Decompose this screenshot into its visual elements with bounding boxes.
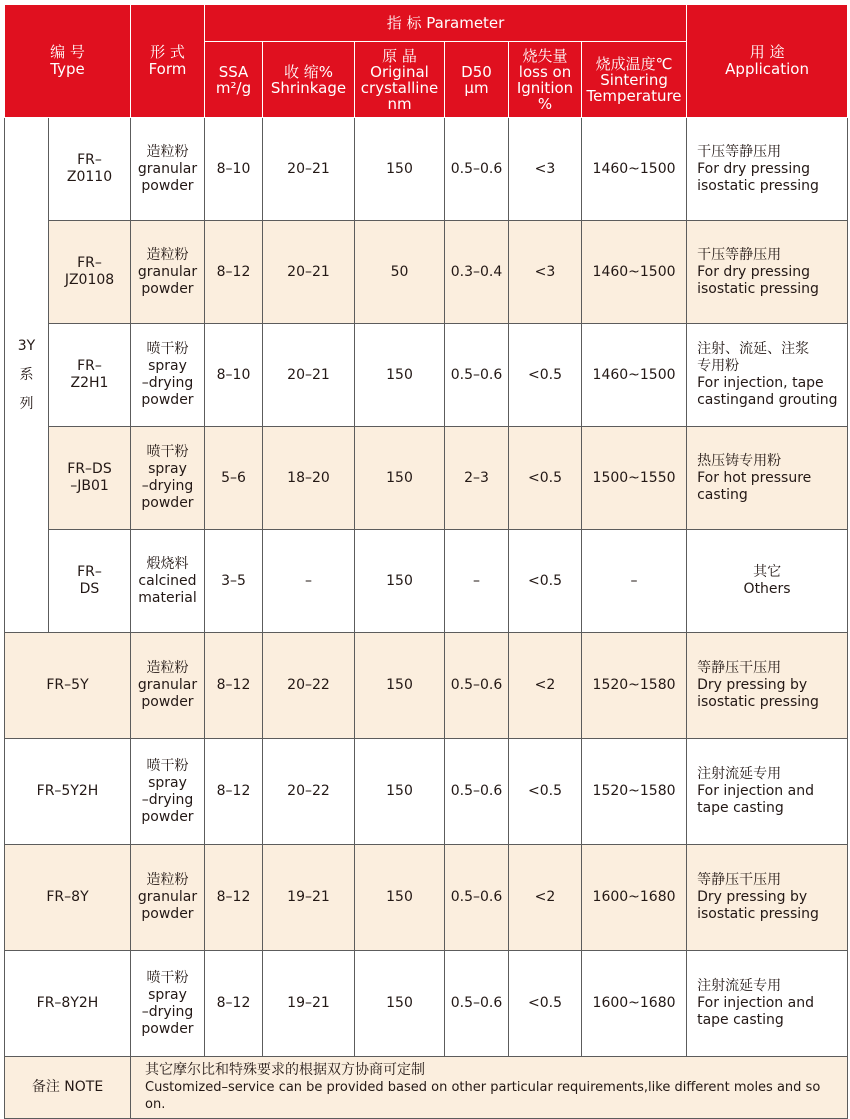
type-cell-line: FR– (77, 564, 102, 580)
application-cell-line: isostatic pressing (697, 280, 819, 297)
application-cell-line: 注射、流延、注浆 (697, 341, 810, 357)
application-cell-line: isostatic pressing (697, 694, 819, 710)
ssa-cell: 8–12 (205, 845, 263, 951)
shrinkage-cell: 19–21 (263, 845, 355, 951)
shrinkage-cell: – (263, 530, 355, 633)
crystalline-cell: 150 (355, 530, 445, 633)
application-cell-line: For injection and (697, 995, 814, 1011)
form-cell-line: 喷干粉 (146, 969, 189, 986)
form-cell-line: powder (141, 495, 194, 511)
sintering-cell: 1460~1500 (582, 221, 687, 324)
header-sintering (582, 42, 687, 118)
type-cell (5, 845, 131, 951)
series-3y-char: 列 (19, 395, 34, 412)
application-cell (687, 118, 848, 221)
application-cell (687, 845, 848, 951)
loss-cell: <0.5 (509, 951, 582, 1057)
header-shrinkage (263, 42, 355, 118)
application-cell-line: isostatic pressing (697, 906, 819, 922)
type-cell-line: JZ0108 (64, 272, 115, 288)
ssa-cell: 5–6 (205, 427, 263, 530)
crystalline-cell: 150 (355, 633, 445, 739)
type-cell-line: –JB01 (70, 478, 109, 494)
type-cell (5, 633, 131, 739)
application-cell-line: tape casting (697, 1012, 784, 1028)
type-cell-line: Z0110 (66, 169, 113, 185)
header-ssa-unit: m²/g (215, 78, 252, 97)
ssa-cell: 8–12 (205, 633, 263, 739)
table-row (5, 739, 848, 845)
sintering-cell: 1520~1580 (582, 633, 687, 739)
type-cell-line: FR–5Y (46, 677, 89, 693)
table-row (5, 633, 848, 739)
application-cell-line: 注射流延专用 (697, 978, 782, 994)
form-cell-line: –drying (141, 791, 194, 808)
application-cell-line: isostatic pressing (697, 177, 819, 194)
crystalline-cell: 150 (355, 739, 445, 845)
form-cell-line: spray (148, 461, 187, 477)
form-cell-line: calcined (138, 572, 197, 589)
header-type (5, 5, 131, 118)
application-cell-line: Dry pressing by (697, 889, 808, 905)
d50-cell: 0.5–0.6 (445, 633, 509, 739)
type-cell-line: FR–8Y (46, 889, 89, 905)
sintering-cell: 1520~1580 (582, 739, 687, 845)
application-cell-line: For hot pressure (697, 469, 812, 486)
header-loss-en1: loss on (518, 62, 572, 81)
table-row (5, 427, 848, 530)
shrinkage-cell: 20–21 (263, 118, 355, 221)
form-cell-line: 造粒粉 (146, 660, 189, 676)
header-app-cn: 用 途 (749, 43, 785, 61)
ssa-cell: 8–12 (205, 221, 263, 324)
header-loss-en2: Ignition (516, 78, 574, 97)
application-cell (687, 530, 848, 633)
form-cell-line: material (138, 589, 197, 606)
type-cell (5, 739, 131, 845)
series-3y-char: 3Y (17, 337, 36, 354)
application-cell (687, 324, 848, 427)
form-cell-line: powder (141, 1020, 194, 1037)
type-cell (49, 530, 131, 633)
form-cell-line: 喷干粉 (146, 757, 189, 774)
form-cell (131, 221, 205, 324)
application-cell-line: castingand grouting (697, 392, 838, 408)
header-ssa (205, 42, 263, 118)
d50-cell: 0.5–0.6 (445, 118, 509, 221)
note-en: Customized–service can be provided based on other particular requirements,like different moles and so on. (145, 1080, 821, 1112)
form-cell (131, 951, 205, 1057)
sintering-cell: – (582, 530, 687, 633)
header-sinter-en2: Temperature (586, 86, 682, 105)
note-cn: 其它摩尔比和特殊要求的根据双方协商可定制 (145, 1062, 425, 1078)
application-cell-line: For injection, tape (697, 375, 824, 391)
header-crystal-cn: 原 晶 (382, 46, 417, 65)
loss-cell: <3 (509, 118, 582, 221)
shrinkage-cell: 19–21 (263, 951, 355, 1057)
form-cell-line: powder (141, 808, 194, 825)
form-cell-line: 煅烧料 (146, 555, 189, 572)
sintering-cell: 1460~1500 (582, 118, 687, 221)
header-crystalline (355, 42, 445, 118)
type-cell-line: FR– (77, 152, 102, 168)
header-sinter-en1: Sintering (600, 70, 668, 89)
crystalline-cell: 150 (355, 427, 445, 530)
note-text (131, 1057, 848, 1119)
form-cell-line: powder (141, 280, 194, 297)
type-cell (49, 324, 131, 427)
type-cell (49, 118, 131, 221)
header-d50-unit: μm (464, 78, 489, 97)
loss-cell: <0.5 (509, 324, 582, 427)
header-crystal-en1: Original (370, 62, 429, 81)
crystalline-cell: 150 (355, 951, 445, 1057)
form-cell-line: powder (141, 177, 194, 194)
header-parameter: 指 标 Parameter (205, 5, 687, 42)
crystalline-cell: 150 (355, 118, 445, 221)
form-cell (131, 324, 205, 427)
shrinkage-cell: 20–21 (263, 221, 355, 324)
header-shrink-cn: 收 缩% (283, 62, 334, 81)
ssa-cell: 8–12 (205, 739, 263, 845)
header-loss-unit: % (537, 94, 553, 113)
form-cell-line: granular (137, 263, 198, 280)
application-cell-line: For injection and (697, 783, 814, 799)
loss-cell: <2 (509, 845, 582, 951)
table-row (5, 221, 848, 324)
loss-cell: <0.5 (509, 530, 582, 633)
crystalline-cell: 150 (355, 845, 445, 951)
ssa-cell: 8–12 (205, 951, 263, 1057)
form-cell (131, 633, 205, 739)
form-cell (131, 845, 205, 951)
form-cell-line: 造粒粉 (146, 246, 189, 263)
application-cell-line: 热压铸专用粉 (697, 452, 782, 469)
d50-cell: 0.5–0.6 (445, 951, 509, 1057)
type-cell (5, 951, 131, 1057)
table-row (5, 951, 848, 1057)
header-ssa-label: SSA (218, 62, 249, 81)
application-cell-line: Others (743, 581, 791, 597)
zirconia-spec-table (4, 4, 848, 1119)
header-type-en: Type (50, 60, 85, 78)
type-cell-line: DS (79, 581, 100, 597)
shrinkage-cell: 20–21 (263, 324, 355, 427)
form-cell-line: –drying (141, 375, 194, 391)
d50-cell: 0.3–0.4 (445, 221, 509, 324)
application-cell-line: For dry pressing (697, 263, 810, 280)
crystalline-cell: 150 (355, 324, 445, 427)
application-cell-line: 干压等静压用 (697, 246, 782, 263)
form-cell (131, 530, 205, 633)
note-row (5, 1057, 848, 1119)
header-sinter-cn: 烧成温度℃ (595, 54, 673, 73)
type-cell-line: FR– (77, 358, 102, 374)
form-cell-line: spray (148, 358, 187, 374)
ssa-cell: 8–10 (205, 118, 263, 221)
table-row (5, 530, 848, 633)
d50-cell: 2–3 (445, 427, 509, 530)
form-cell-line: 造粒粉 (146, 872, 189, 888)
sintering-cell: 1600~1680 (582, 845, 687, 951)
table-row (5, 118, 848, 221)
series-3y-char: 系 (19, 366, 34, 383)
d50-cell: 0.5–0.6 (445, 739, 509, 845)
application-cell-line: 等静压干压用 (697, 872, 782, 888)
type-cell-line: FR–DS (67, 461, 112, 477)
application-cell-line: Dry pressing by (697, 677, 808, 693)
loss-cell: <2 (509, 633, 582, 739)
note-label: 备注 NOTE (5, 1057, 131, 1119)
application-cell (687, 221, 848, 324)
application-cell (687, 951, 848, 1057)
form-cell-line: 喷干粉 (146, 341, 189, 357)
application-cell (687, 633, 848, 739)
type-cell-line: FR–5Y2H (36, 783, 99, 799)
loss-cell: <0.5 (509, 427, 582, 530)
form-cell-line: granular (137, 889, 198, 905)
application-cell-line: 等静压干压用 (697, 660, 782, 676)
table-row (5, 324, 848, 427)
form-cell-line: powder (141, 392, 194, 408)
form-cell-line: powder (141, 694, 194, 710)
crystalline-cell: 50 (355, 221, 445, 324)
sintering-cell: 1460~1500 (582, 324, 687, 427)
form-cell-line: granular (137, 677, 198, 693)
type-cell (49, 427, 131, 530)
type-cell (49, 221, 131, 324)
application-cell-line: tape casting (697, 800, 784, 816)
header-shrink-en: Shrinkage (270, 78, 347, 97)
application-cell (687, 427, 848, 530)
header-app-en: Application (725, 60, 809, 78)
type-cell-line: FR– (77, 255, 102, 271)
type-cell-line: Z2H1 (70, 375, 109, 391)
d50-cell: 0.5–0.6 (445, 324, 509, 427)
shrinkage-cell: 20–22 (263, 739, 355, 845)
shrinkage-cell: 20–22 (263, 633, 355, 739)
form-cell-line: powder (141, 906, 194, 922)
header-crystal-unit: nm (387, 94, 412, 113)
loss-cell: <3 (509, 221, 582, 324)
header-type-cn: 编 号 (50, 43, 85, 61)
form-cell-line: –drying (141, 1003, 194, 1020)
form-cell-line: –drying (141, 478, 194, 494)
header-loss-cn: 烧失量 (522, 46, 568, 65)
form-cell-line: granular (137, 160, 198, 177)
application-cell-line: 专用粉 (697, 358, 740, 374)
sintering-cell: 1500~1550 (582, 427, 687, 530)
spec-table-container (4, 4, 848, 1119)
form-cell (131, 739, 205, 845)
form-cell-line: spray (148, 774, 187, 791)
application-cell (687, 739, 848, 845)
shrinkage-cell: 18–20 (263, 427, 355, 530)
form-cell (131, 118, 205, 221)
application-cell-line: 干压等静压用 (697, 143, 782, 160)
application-cell-line: For dry pressing (697, 160, 810, 177)
header-application (687, 5, 848, 118)
d50-cell: 0.5–0.6 (445, 845, 509, 951)
header-form (131, 5, 205, 118)
table-row (5, 845, 848, 951)
form-cell-line: 造粒粉 (146, 143, 189, 160)
header-d50 (445, 42, 509, 118)
series-3y-label (5, 118, 49, 633)
header-form-cn: 形 式 (150, 43, 185, 61)
header-crystal-en2: crystalline (360, 78, 439, 97)
table-body (5, 118, 848, 1119)
header-d50-label: D50 (461, 62, 492, 81)
application-cell-line: 注射流延专用 (697, 766, 782, 782)
header-loss (509, 42, 582, 118)
header-form-en: Form (148, 60, 187, 78)
form-cell-line: 喷干粉 (146, 444, 189, 460)
d50-cell: – (445, 530, 509, 633)
form-cell-line: spray (148, 986, 187, 1003)
ssa-cell: 8–10 (205, 324, 263, 427)
loss-cell: <0.5 (509, 739, 582, 845)
form-cell (131, 427, 205, 530)
type-cell-line: FR–8Y2H (36, 995, 99, 1011)
application-cell-line: 其它 (753, 564, 782, 580)
ssa-cell: 3–5 (205, 530, 263, 633)
application-cell-line: casting (697, 486, 748, 503)
sintering-cell: 1600~1680 (582, 951, 687, 1057)
